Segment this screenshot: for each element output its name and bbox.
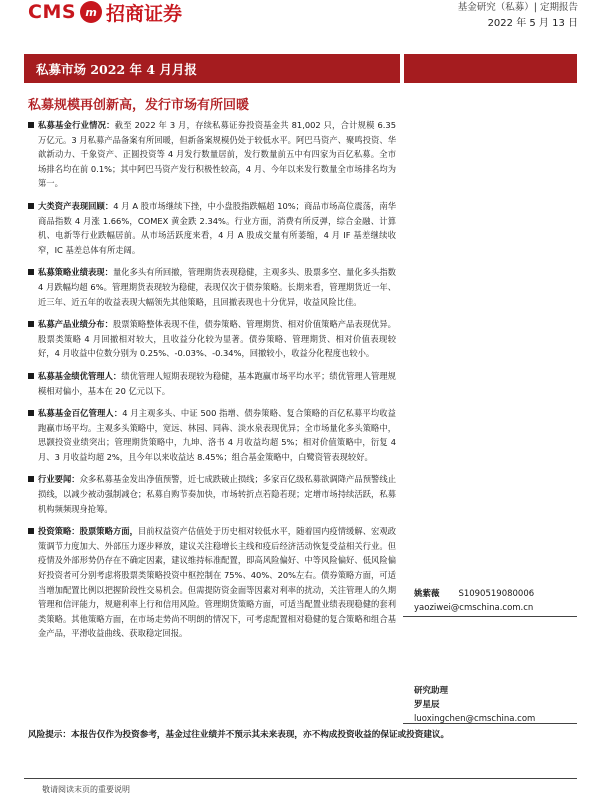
assistant-email[interactable]: luoxingchen@cmschina.com: [414, 714, 536, 724]
paragraph-lead: 行业要闻：: [38, 474, 80, 485]
assistant-name: 罗星辰: [414, 700, 440, 710]
paragraph-text: 截至 2022 年 3 月，存续私募证券投资基金共 81,002 只，合计规模 6.35 万亿元。3 月私募产品备案有所回暖，但新备案规模仍处于较低水平。阿巴马资产、聚鸣投资、华歆新动力、千象资产、正圆投资等 4 月发行数量居前，发行数量前五中有四家为百亿私募。全市场排名均在前 0.1%；其中阿巴马资产发行积极性较高，4 月、今年以来发行数量全市场排名均为第一。: [38, 120, 396, 189]
summary-paragraph: [28, 524, 396, 641]
logo-cms-text: CMS: [28, 1, 77, 23]
paragraph-text: 4 月主观多头、中证 500 指增、债券策略、复合策略的百亿私募平均收益跑赢市场平均。主观多头策略中，宽远、林园、同犇、淡水泉表现优异；全市场量化多头策略中，思颢投资业绩突出；管理期货策略中，九坤、洛书 4 月收益均超 5%；相对价值策略中，衍复 4 月、3 月收益均超 2%，且今年以来收益达 8.45%；组合基金策略中，白鹭资管表现较好。: [38, 408, 396, 462]
assistant-info: [414, 684, 535, 726]
analyst-info: [414, 587, 534, 615]
bullet-square-icon: [28, 122, 34, 128]
paragraph-text: 股票策略整体表现不佳，债券策略、管理期货、相对价值策略产品表现优异。股票类策略 4 月回撤相对较大，且收益分化较为显著。债券策略、管理期货、相对价值表现较好，4 月收益中位数分别为 0.25%、-0.03%、-0.34%，回撤较小，收益分化程度也较小。: [38, 319, 396, 359]
footer-divider: [24, 778, 577, 779]
paragraph-lead: 大类资产表现回顾：: [38, 200, 114, 211]
summary-paragraph: [28, 369, 396, 398]
risk-warning: 风险提示：本报告仅作为投资参考，基金过往业绩并不预示其未来表现，亦不构成投资收益的保证或投资建议。: [28, 730, 450, 740]
analyst-license: S1090519080006: [458, 589, 535, 599]
paragraph-lead: 私募产品业绩分布：: [38, 319, 113, 330]
report-subtitle: 私募规模再创新高，发行市场有所回暖: [28, 98, 250, 113]
report-meta: [458, 0, 578, 32]
report-type: 基金研究（私募）| 定期报告: [457, 2, 578, 13]
logo-badge-icon: m: [80, 1, 102, 23]
analyst-divider: [403, 616, 577, 617]
report-date: 2022 年 5 月 13 日: [487, 18, 578, 29]
paragraph-text: 目前权益资产估值处于历史相对较低水平，随着国内疫情缓解、宏观政策调节力度加大、外部压力逐步释放，建议关注稳增长主线和疫后经济活动恢复受益相关行业。但疫情及外部形势仍存在不确定因素，建议维持标准配置，即高风险偏好、中等风险偏好、低风险偏好投资者可分别考虑将股票类策略投资中枢控制在 75%、40%、20%左右。债券策略方面，可适当增加配置比例以把握阶段性交易机会。但需提防资金面等因素对利率的扰动，关注管理人的久期管理和信评能力，规避利率上行和信用风险。管理期货策略方面，可适当配置业绩表现稳健的套利类策略。其他策略方面，在市场走势尚不明朗的情况下，可考虑配置相对稳健的复合策略和组合基金产品，平滑收益曲线、获取稳定回报。: [38, 526, 396, 639]
paragraph-lead: 私募策略业绩表现：: [38, 267, 113, 278]
paragraph-text: 众多私募基金发出净值预警，近七成跌破止损线；多家百亿级私募欲调降产品预警线止损线，以减少被动强制减仓；私募自购节奏加快，市场转折点若隐若现；定增市场持续活跃，私募机构频频现身抢筹。: [38, 474, 396, 514]
report-title: 私募市场 2022 年 4 月月报: [36, 62, 197, 77]
summary-paragraph: [28, 118, 396, 191]
paragraph-text: 4 月 A 股市场继续下挫，中小盘股指跌幅超 10%；商品市场高位震荡，南华商品指数 4 月涨 1.66%，COMEX 黄金跌 2.34%。行业方面，消费有所反弹，综合金融、计算机、电新等行业跌幅居前。从市场活跃度来看，4 月 A 股成交量有所萎缩，4 月 IF 基差继续收窄，IC 基差总体有所走阔。: [38, 200, 396, 255]
assistant-title: 研究助理: [414, 686, 449, 696]
bullet-square-icon: [28, 410, 34, 416]
footer-note: 敬请阅读末页的重要说明: [42, 785, 130, 794]
paragraph-lead: 投资策略：股票策略方面，: [38, 526, 138, 537]
paragraph-text: 绩优管理人短期表现较为稳健，基本跑赢市场平均水平；绩优管理人管理规模相对偏小，基本在 20 亿元以下。: [38, 370, 396, 396]
bullet-square-icon: [28, 321, 34, 327]
bullet-square-icon: [28, 528, 34, 534]
analyst-name: 姚紫薇: [414, 589, 440, 599]
bullet-square-icon: [28, 203, 34, 209]
summary-section: [28, 118, 396, 649]
paragraph-text: 量化多头有所回撤，管理期货表现稳健，主观多头、股票多空、量化多头指数 4 月跌幅均超 6%。管理期货表现较为稳健，表现仅次于债券策略。长期来看，管理期货近一年、近三年、近五年的收益表现大幅领先其他策略，且回撤表现也十分优异，收益风险比佳。: [38, 267, 396, 307]
bullet-square-icon: [28, 269, 34, 275]
assistant-divider: [403, 723, 577, 724]
analyst-email[interactable]: yaoziwei@cmschina.com.cn: [414, 603, 534, 613]
bullet-square-icon: [28, 373, 34, 379]
summary-paragraph: [28, 472, 396, 516]
company-logo: [28, 0, 182, 24]
paragraph-lead: 私募基金绩优管理人：: [38, 370, 122, 381]
summary-paragraph: [28, 265, 396, 309]
summary-paragraph: [28, 406, 396, 464]
bullet-square-icon: [28, 476, 34, 482]
paragraph-lead: 私募基金行业情况：: [38, 120, 115, 130]
title-bar-right: [404, 54, 577, 83]
summary-paragraph: [28, 199, 396, 257]
logo-chinese-text: 招商证券: [106, 2, 183, 25]
paragraph-lead: 私募基金百亿管理人：: [38, 408, 123, 419]
summary-paragraph: [28, 317, 396, 361]
report-title-bar: [24, 54, 400, 83]
